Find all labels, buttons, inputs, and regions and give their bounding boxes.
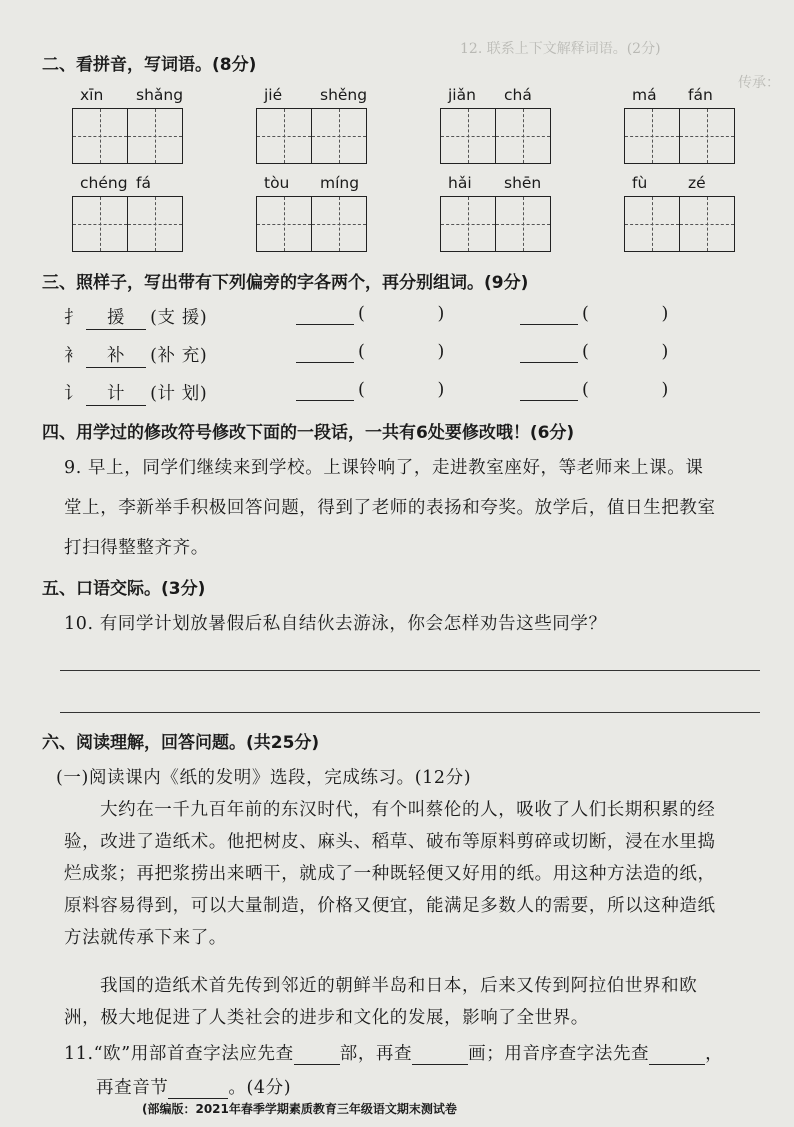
answer-slot	[520, 342, 669, 363]
char-blank[interactable]	[520, 380, 578, 401]
reading-line: 我国的造纸术首先传到邻近的朝鲜半岛和日本，后来又传到阿拉伯世界和欧	[100, 976, 698, 996]
writing-box[interactable]	[256, 108, 312, 164]
reading-line: 验，改进了造纸术。他把树皮、麻头、稻草、破布等原料剪碎或切断，浸在水里捣	[64, 832, 716, 852]
char-blank[interactable]	[296, 342, 354, 363]
pinyin-syllable: shǎng	[136, 86, 184, 104]
radical-example	[64, 342, 207, 368]
pinyin-syllable: má	[632, 86, 657, 104]
radical: 衤	[64, 346, 83, 366]
reading-line: 大约在一千九百年前的东汉时代，有个叫蔡伦的人，吸收了人们长期积累的经	[100, 800, 716, 820]
writing-box[interactable]	[440, 108, 496, 164]
ghost-text: 12. 联系上下文解释词语。(2分)	[460, 41, 661, 57]
paren-open: (	[358, 380, 366, 400]
word-blank[interactable]	[365, 304, 437, 324]
paren-open: (	[582, 342, 590, 362]
section-3-title: 三、照样子，写出带有下列偏旁的字各两个，再分别组词。(9分)	[42, 273, 529, 293]
example-word: (支 援)	[150, 308, 208, 328]
blank-radical[interactable]	[294, 1044, 340, 1065]
answer-slot	[520, 304, 669, 325]
pinyin-syllable: míng	[320, 174, 360, 192]
paren-open: (	[582, 304, 590, 324]
radical-example	[64, 380, 207, 406]
paren-close: )	[437, 380, 445, 400]
char-blank[interactable]	[296, 380, 354, 401]
blank-syllable[interactable]	[168, 1078, 228, 1099]
pinyin-syllable: jiǎn	[448, 86, 476, 104]
question-11-cont	[96, 1074, 291, 1099]
answer-line[interactable]	[60, 712, 760, 713]
word-blank[interactable]	[365, 380, 437, 400]
example-word: (计 划)	[150, 384, 208, 404]
char-blank[interactable]	[520, 342, 578, 363]
writing-box[interactable]	[440, 196, 496, 252]
blank-letter[interactable]	[649, 1044, 705, 1065]
reading-line: 烂成浆；再把浆捞出来晒干，就成了一种既轻便又好用的纸。用这种方法造的纸，	[64, 864, 716, 884]
passage-line: 打扫得整整齐齐。	[64, 538, 209, 558]
pinyin-syllable: chéng	[80, 174, 128, 192]
answer-slot	[296, 342, 445, 363]
writing-box[interactable]	[311, 196, 367, 252]
writing-box[interactable]	[127, 108, 183, 164]
paren-close: )	[437, 304, 445, 324]
q11-text: 画；用音序查字法先查	[468, 1044, 650, 1064]
example-word: (补 充)	[150, 346, 208, 366]
pinyin-syllable: shēn	[504, 174, 542, 192]
pinyin-syllable: hǎi	[448, 174, 472, 192]
writing-box[interactable]	[72, 196, 128, 252]
writing-box[interactable]	[256, 196, 312, 252]
question-10: 10. 有同学计划放暑假后私自结伙去游泳，你会怎样劝告这些同学？	[64, 614, 607, 634]
q11-text: 11.“欧”用部首查字法应先查	[64, 1044, 294, 1064]
answer-slot	[296, 380, 445, 401]
radical: 扌	[64, 308, 83, 328]
paren-open: (	[358, 304, 366, 324]
section-6-title: 六、阅读理解，回答问题。(共25分)	[42, 733, 320, 753]
radical-example	[64, 304, 207, 330]
section-2-title: 二、看拼音，写词语。(8分)	[42, 55, 257, 75]
word-blank[interactable]	[589, 342, 661, 362]
writing-box[interactable]	[624, 108, 680, 164]
passage-line: 9. 早上，同学们继续来到学校。上课铃响了，走进教室座好，等老师来上课。课	[64, 458, 704, 478]
paren-close: )	[661, 342, 669, 362]
q11-text: 再查音节	[96, 1078, 169, 1098]
blank-strokes[interactable]	[412, 1044, 468, 1065]
writing-box[interactable]	[311, 108, 367, 164]
writing-box[interactable]	[624, 196, 680, 252]
pinyin-syllable: shěng	[320, 86, 368, 104]
pinyin-syllable: xīn	[80, 86, 104, 104]
word-blank[interactable]	[589, 304, 661, 324]
q11-text: ，	[705, 1044, 724, 1064]
answer-slot	[296, 304, 445, 325]
question-11	[64, 1040, 723, 1065]
char-blank[interactable]	[296, 304, 354, 325]
word-blank[interactable]	[589, 380, 661, 400]
section-4-title: 四、用学过的修改符号修改下面的一段话，一共有6处要修改哦！(6分)	[42, 423, 575, 443]
pinyin-syllable: tòu	[264, 174, 290, 192]
paren-open: (	[358, 342, 366, 362]
section-5-title: 五、口语交际。(3分)	[42, 579, 206, 599]
footer: (部编版：2021年春季学期素质教育三年级语文期末测试卷	[142, 1102, 457, 1116]
writing-box[interactable]	[495, 196, 551, 252]
writing-box[interactable]	[495, 108, 551, 164]
answer-slot	[520, 380, 669, 401]
q11-text: 。(4分)	[228, 1078, 292, 1098]
example-char: 计	[86, 380, 146, 406]
pinyin-syllable: fán	[688, 86, 713, 104]
reading-line: 原料容易得到，可以大量制造，价格又便宜，能满足多数人的需要，所以这种造纸	[64, 896, 716, 916]
q11-text: 部，再查	[339, 1044, 413, 1064]
pinyin-syllable: chá	[504, 86, 532, 104]
pinyin-syllable: fá	[136, 174, 151, 192]
paren-close: )	[661, 380, 669, 400]
passage-line: 堂上，李新举手积极回答问题，得到了老师的表扬和夸奖。放学后，值日生把教室	[64, 498, 716, 518]
reading-subtitle: (一)阅读课内《纸的发明》选段，完成练习。(12分)	[56, 768, 472, 788]
paren-close: )	[437, 342, 445, 362]
pinyin-syllable: jié	[264, 86, 283, 104]
reading-line: 方法就传承下来了。	[64, 928, 227, 948]
example-char: 援	[86, 304, 146, 330]
pinyin-syllable: fù	[632, 174, 648, 192]
writing-box[interactable]	[127, 196, 183, 252]
writing-box[interactable]	[679, 108, 735, 164]
reading-line: 洲，极大地促进了人类社会的进步和文化的发展，影响了全世界。	[64, 1008, 589, 1028]
paren-close: )	[661, 304, 669, 324]
writing-box[interactable]	[679, 196, 735, 252]
writing-box[interactable]	[72, 108, 128, 164]
char-blank[interactable]	[520, 304, 578, 325]
paren-open: (	[582, 380, 590, 400]
word-blank[interactable]	[365, 342, 437, 362]
answer-line[interactable]	[60, 670, 760, 671]
radical: 讠	[64, 384, 83, 404]
pinyin-syllable: zé	[688, 174, 706, 192]
example-char: 补	[86, 342, 146, 368]
ghost-text: 传承：	[738, 75, 780, 91]
